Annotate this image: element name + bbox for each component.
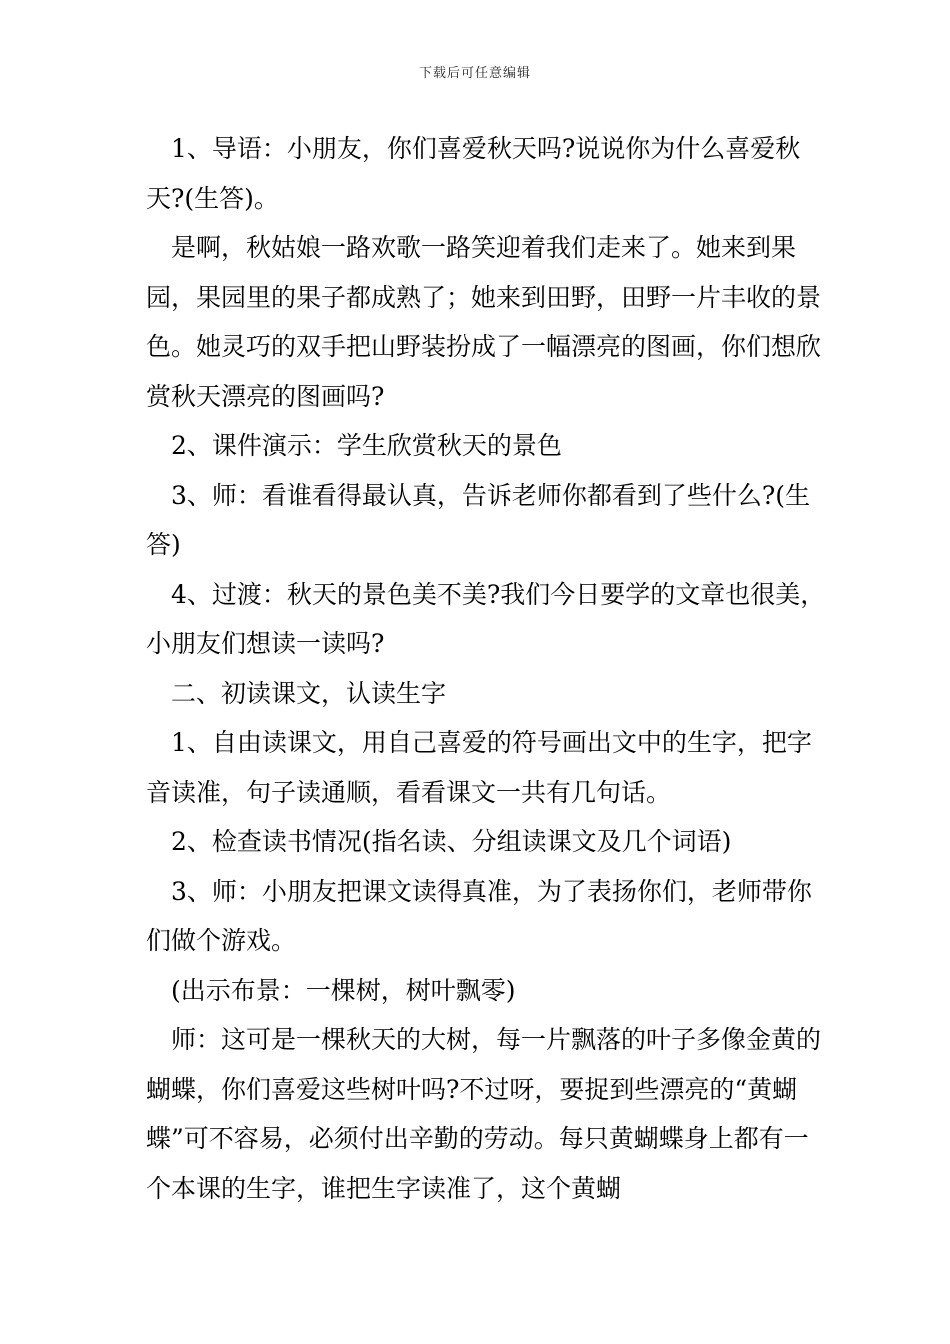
paragraph-butterfly-game: 师：这可是一棵秋天的大树，每一片飘落的叶子多像金黄的蝴蝶，你们喜爱这些树叶吗?不过呀，要捉到些漂亮的“黄蝴蝶”可不容易，必须付出辛勤的劳动。每只黄蝴蝶身上都有一个本课的生字，谁把生字读准了，这个黄蝴 <box>146 1025 822 1203</box>
paragraph-courseware-demo: 2、课件演示：学生欣赏秋天的景色 <box>146 431 562 460</box>
paragraph-check-reading: 2、检查读书情况(指名读、分组读课文及几个词语) <box>146 827 732 856</box>
page-header: 下载后可任意编辑 <box>418 66 531 81</box>
paragraph-teacher-ask: 3、师：看谁看得最认真，告诉老师你都看到了些什么?(生答) <box>146 480 811 559</box>
document-body <box>146 124 826 1213</box>
paragraph-transition: 4、过渡：秋天的景色美不美?我们今日要学的文章也很美，小朋友们想读一读吗? <box>146 579 826 658</box>
paragraph-autumn-description: 是啊，秋姑娘一路欢歌一路笑迎着我们走来了。她来到果园，果园里的果子都成熟了；她来到田野，田野一片丰收的景色。她灵巧的双手把山野装扮成了一幅漂亮的图画，你们想欣赏秋天漂亮的图画吗? <box>146 233 822 411</box>
paragraph-intro-question: 1、导语：小朋友，你们喜爱秋天吗?说说你为什么喜爱秋天?(生答)。 <box>146 134 801 213</box>
section-heading-first-reading: 二、初读课文，认读生字 <box>146 678 447 708</box>
paragraph-free-reading: 1、自由读课文，用自己喜爱的符号画出文中的生字，把字音读准，句子读通顺，看看课文一共有几句话。 <box>146 728 812 807</box>
paragraph-scene-setup: (出示布景：一棵树，树叶飘零) <box>146 975 516 1005</box>
paragraph-game-intro: 3、师：小朋友把课文读得真准，为了表扬你们，老师带你们做个游戏。 <box>146 876 812 955</box>
